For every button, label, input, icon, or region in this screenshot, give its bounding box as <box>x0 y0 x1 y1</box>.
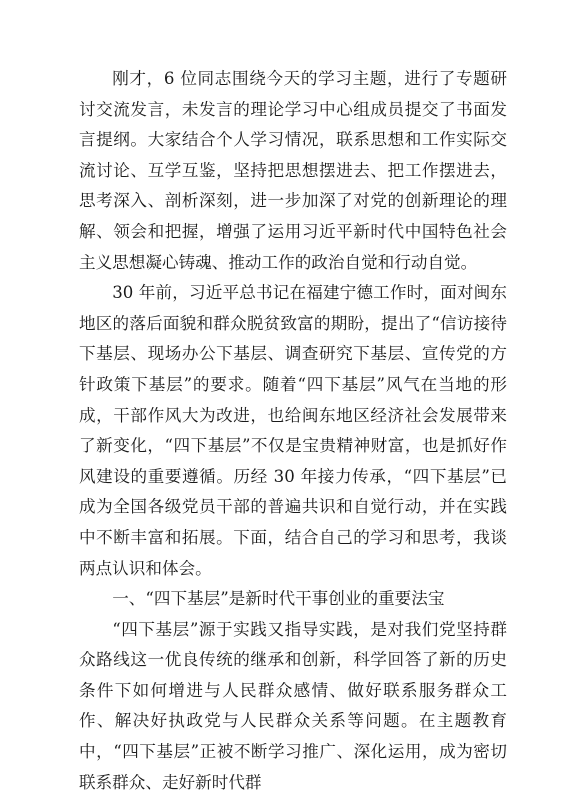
paragraph-background: 30 年前，习近平总书记在福建宁德工作时，面对闽东地区的落后面貌和群众脱贫致富的期盼，提出了“信访接待下基层、现场办公下基层、调查研究下基层、宣传党的方针政策下基层”的要求。随着“四下基层”风气在当地的形成，干部作风大为改进，也给闽东地区经济社会发展带来了新变化，“四下基层”不仅是宝贵精神财富，也是抓好作风建设的重要遵循。历经 30 年接力传承，“四下基层”已成为全国各级党员干部的普遍共识和自觉行动，并在实践中不断丰富和拓展。下面，结合自己的学习和思考，我谈两点认识和体会。 <box>79 283 507 578</box>
document-body <box>79 64 507 798</box>
paragraph-opening: 刚才，6 位同志围绕今天的学习主题，进行了专题研讨交流发言，未发言的理论学习中心组成员提交了书面发言提纲。大家结合个人学习情况，联系思想和工作实际交流讨论、互学互鉴，坚持把思想摆进去、把工作摆进去，思考深入、剖析深刻，进一步加深了对党的创新理论的理解、领会和把握，增强了运用习近平新时代中国特色社会主义思想凝心铸魂、推动工作的政治自觉和行动自觉。 <box>79 69 507 272</box>
section-heading: 一、“四下基层”是新时代干事创业的重要法宝 <box>112 589 445 609</box>
paragraph-section-one: “四下基层”源于实践又指导实践，是对我们党坚持群众路线这一优良传统的继承和创新，科学回答了新的历史条件下如何增进与人民群众感情、做好联系服务群众工作、解决好执政党与人民群众关系等问题。在主题教育中，“四下基层”正被不断学习推广、深化运用，成为密切联系群众、走好新时代群 <box>79 619 507 792</box>
